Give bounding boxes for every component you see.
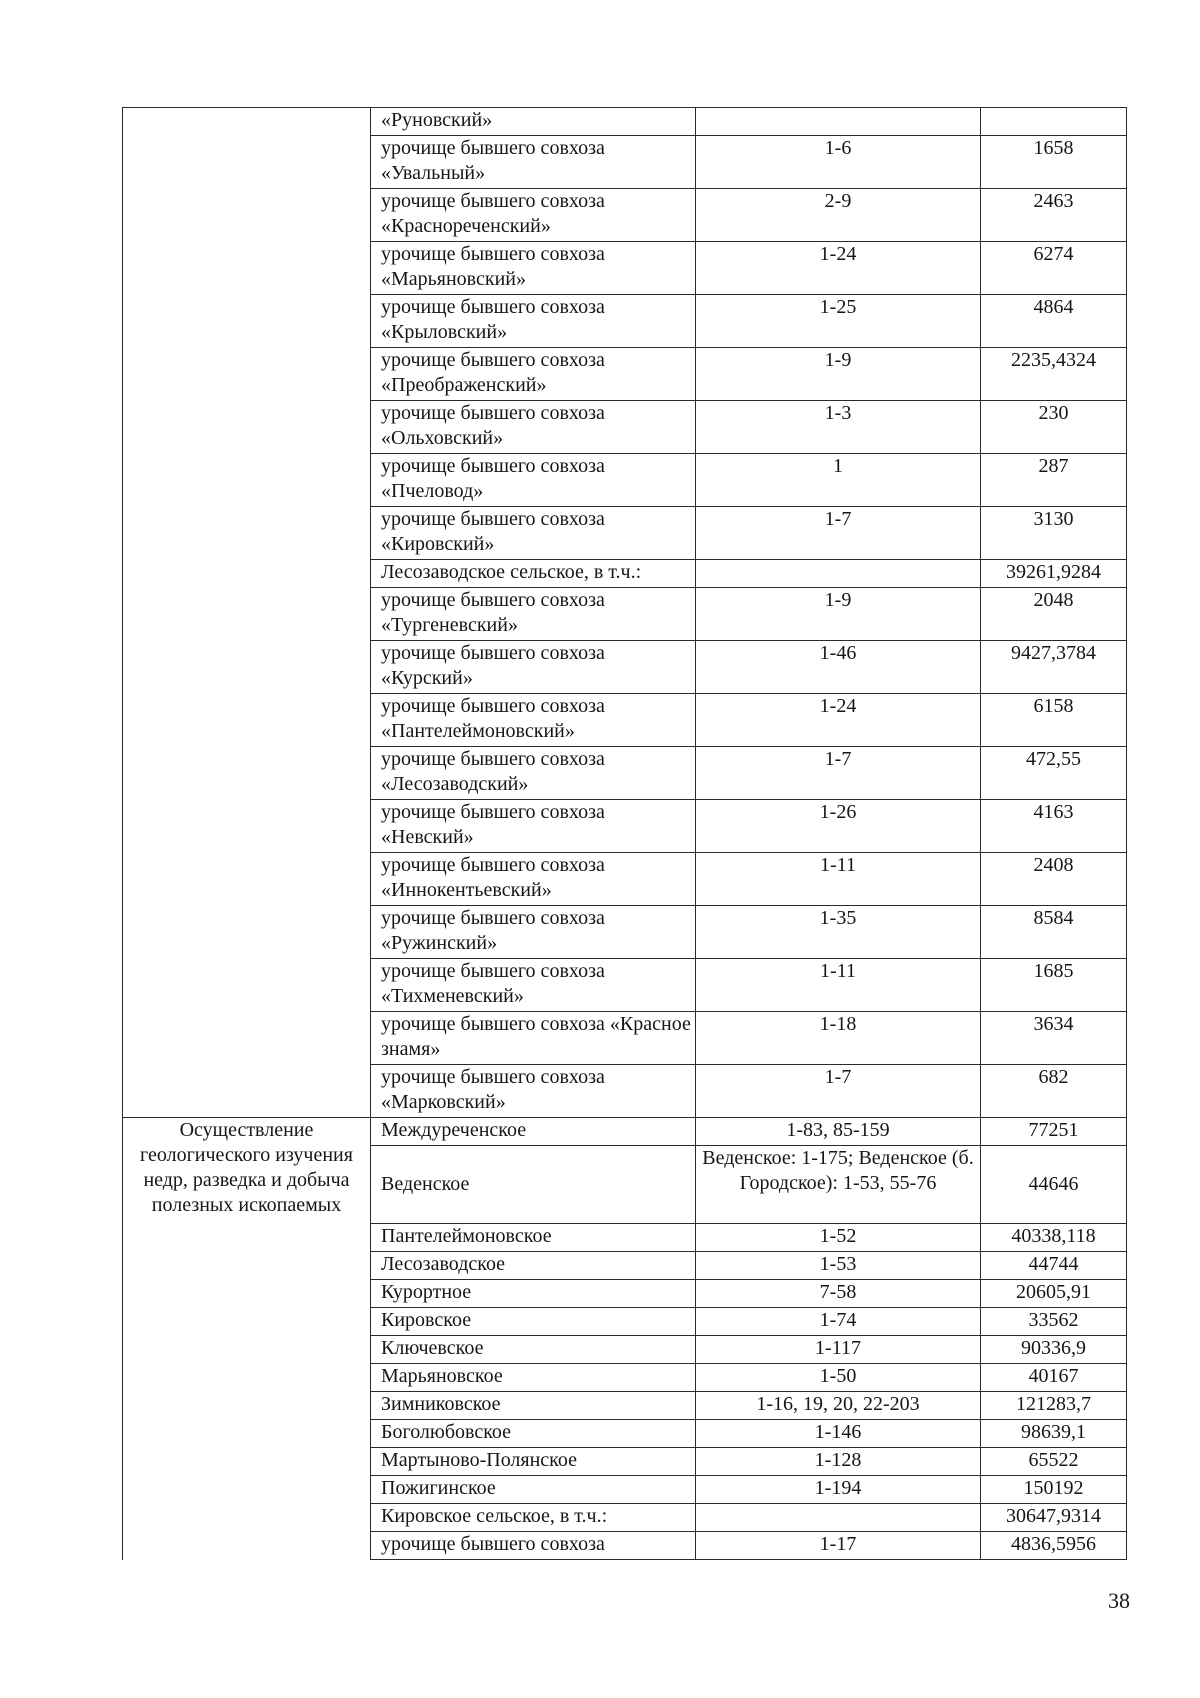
quarter-numbers-cell: 1-7 bbox=[696, 1065, 981, 1118]
table-body bbox=[123, 108, 1127, 1560]
quarter-numbers-cell: 2-9 bbox=[696, 189, 981, 242]
quarter-numbers-cell: 1-83, 85-159 bbox=[696, 1118, 981, 1146]
locality-cell: урочище бывшего совхоза «Пантелеймоновский» bbox=[371, 694, 696, 747]
quarter-numbers-cell: 1-46 bbox=[696, 641, 981, 694]
locality-cell: урочище бывшего совхоза «Иннокентьевский» bbox=[371, 853, 696, 906]
locality-cell: урочище бывшего совхоза «Лесозаводский» bbox=[371, 747, 696, 800]
locality-cell: урочище бывшего совхоза «Увальный» bbox=[371, 136, 696, 189]
area-cell: 44646 bbox=[981, 1146, 1127, 1224]
quarter-numbers-cell: Веденское: 1-175; Веденское (б. Городское): 1-53, 55-76 bbox=[696, 1146, 981, 1224]
locality-cell: урочище бывшего совхоза «Ружинский» bbox=[371, 906, 696, 959]
land-plots-table bbox=[122, 107, 1127, 1560]
quarter-numbers-cell: 1-26 bbox=[696, 800, 981, 853]
area-cell: 33562 bbox=[981, 1308, 1127, 1336]
area-cell: 4163 bbox=[981, 800, 1127, 853]
area-cell: 90336,9 bbox=[981, 1336, 1127, 1364]
quarter-numbers-cell: 1-9 bbox=[696, 588, 981, 641]
locality-cell: урочище бывшего совхоза «Пчеловод» bbox=[371, 454, 696, 507]
quarter-numbers-cell: 1-16, 19, 20, 22-203 bbox=[696, 1392, 981, 1420]
quarter-numbers-cell: 1-3 bbox=[696, 401, 981, 454]
table-row bbox=[123, 1118, 1127, 1146]
locality-cell: Кировское сельское, в т.ч.: bbox=[371, 1504, 696, 1532]
purpose-cell bbox=[123, 108, 371, 1118]
locality-cell: урочище бывшего совхоза «Кировский» bbox=[371, 507, 696, 560]
quarter-numbers-cell: 1-74 bbox=[696, 1308, 981, 1336]
locality-cell: «Руновский» bbox=[371, 108, 696, 136]
area-cell: 230 bbox=[981, 401, 1127, 454]
area-cell: 40338,118 bbox=[981, 1224, 1127, 1252]
quarter-numbers-cell: 1-128 bbox=[696, 1448, 981, 1476]
area-cell: 150192 bbox=[981, 1476, 1127, 1504]
locality-cell: Пожигинское bbox=[371, 1476, 696, 1504]
locality-cell: урочище бывшего совхоза «Курский» bbox=[371, 641, 696, 694]
quarter-numbers-cell: 1-17 bbox=[696, 1532, 981, 1560]
locality-cell: Зимниковское bbox=[371, 1392, 696, 1420]
quarter-numbers-cell: 1-18 bbox=[696, 1012, 981, 1065]
locality-cell: Междуреченское bbox=[371, 1118, 696, 1146]
area-cell: 1658 bbox=[981, 136, 1127, 189]
locality-cell: Пантелеймоновское bbox=[371, 1224, 696, 1252]
locality-cell: урочище бывшего совхоза «Ольховский» bbox=[371, 401, 696, 454]
quarter-numbers-cell: 1-6 bbox=[696, 136, 981, 189]
quarter-numbers-cell: 1 bbox=[696, 454, 981, 507]
quarter-numbers-cell: 1-11 bbox=[696, 959, 981, 1012]
locality-cell: урочище бывшего совхоза «Марьяновский» bbox=[371, 242, 696, 295]
quarter-numbers-cell: 1-194 bbox=[696, 1476, 981, 1504]
quarter-numbers-cell: 1-35 bbox=[696, 906, 981, 959]
locality-cell: Лесозаводское сельское, в т.ч.: bbox=[371, 560, 696, 588]
locality-cell: урочище бывшего совхоза bbox=[371, 1532, 696, 1560]
locality-cell: урочище бывшего совхоза «Крыловский» bbox=[371, 295, 696, 348]
locality-cell: Ключевское bbox=[371, 1336, 696, 1364]
area-cell: 2408 bbox=[981, 853, 1127, 906]
quarter-numbers-cell: 7-58 bbox=[696, 1280, 981, 1308]
quarter-numbers-cell: 1-52 bbox=[696, 1224, 981, 1252]
quarter-numbers-cell: 1-24 bbox=[696, 242, 981, 295]
area-cell: 2048 bbox=[981, 588, 1127, 641]
area-cell: 6274 bbox=[981, 242, 1127, 295]
area-cell: 2463 bbox=[981, 189, 1127, 242]
area-cell: 4864 bbox=[981, 295, 1127, 348]
locality-cell: Мартыново-Полянское bbox=[371, 1448, 696, 1476]
purpose-cell: Осуществление геологического изучения недр, разведка и добыча полезных ископаемых bbox=[123, 1118, 371, 1560]
area-cell: 9427,3784 bbox=[981, 641, 1127, 694]
locality-cell: Кировское bbox=[371, 1308, 696, 1336]
quarter-numbers-cell bbox=[696, 108, 981, 136]
quarter-numbers-cell: 1-7 bbox=[696, 507, 981, 560]
quarter-numbers-cell: 1-117 bbox=[696, 1336, 981, 1364]
area-cell: 20605,91 bbox=[981, 1280, 1127, 1308]
locality-cell: Веденское bbox=[371, 1146, 696, 1224]
quarter-numbers-cell: 1-146 bbox=[696, 1420, 981, 1448]
area-cell: 682 bbox=[981, 1065, 1127, 1118]
area-cell: 3634 bbox=[981, 1012, 1127, 1065]
quarter-numbers-cell: 1-25 bbox=[696, 295, 981, 348]
quarter-numbers-cell: 1-53 bbox=[696, 1252, 981, 1280]
quarter-numbers-cell bbox=[696, 560, 981, 588]
area-cell: 98639,1 bbox=[981, 1420, 1127, 1448]
locality-cell: урочище бывшего совхоза «Невский» bbox=[371, 800, 696, 853]
area-cell: 1685 bbox=[981, 959, 1127, 1012]
quarter-numbers-cell: 1-11 bbox=[696, 853, 981, 906]
area-cell bbox=[981, 108, 1127, 136]
area-cell: 39261,9284 bbox=[981, 560, 1127, 588]
area-cell: 6158 bbox=[981, 694, 1127, 747]
locality-cell: Лесозаводское bbox=[371, 1252, 696, 1280]
table-row bbox=[123, 108, 1127, 136]
locality-cell: Боголюбовское bbox=[371, 1420, 696, 1448]
page-number: 38 bbox=[1108, 1588, 1130, 1613]
area-cell: 30647,9314 bbox=[981, 1504, 1127, 1532]
area-cell: 2235,4324 bbox=[981, 348, 1127, 401]
locality-cell: урочище бывшего совхоза «Тихменевский» bbox=[371, 959, 696, 1012]
quarter-numbers-cell: 1-50 bbox=[696, 1364, 981, 1392]
locality-cell: урочище бывшего совхоза «Краснореченский» bbox=[371, 189, 696, 242]
area-cell: 472,55 bbox=[981, 747, 1127, 800]
area-cell: 77251 bbox=[981, 1118, 1127, 1146]
area-cell: 287 bbox=[981, 454, 1127, 507]
locality-cell: урочище бывшего совхоза «Тургеневский» bbox=[371, 588, 696, 641]
locality-cell: Курортное bbox=[371, 1280, 696, 1308]
locality-cell: урочище бывшего совхоза «Марковский» bbox=[371, 1065, 696, 1118]
area-cell: 8584 bbox=[981, 906, 1127, 959]
quarter-numbers-cell: 1-24 bbox=[696, 694, 981, 747]
area-cell: 44744 bbox=[981, 1252, 1127, 1280]
quarter-numbers-cell: 1-7 bbox=[696, 747, 981, 800]
area-cell: 40167 bbox=[981, 1364, 1127, 1392]
area-cell: 65522 bbox=[981, 1448, 1127, 1476]
quarter-numbers-cell bbox=[696, 1504, 981, 1532]
area-cell: 3130 bbox=[981, 507, 1127, 560]
locality-cell: урочище бывшего совхоза «Преображенский» bbox=[371, 348, 696, 401]
area-cell: 4836,5956 bbox=[981, 1532, 1127, 1560]
locality-cell: урочище бывшего совхоза «Красное знамя» bbox=[371, 1012, 696, 1065]
locality-cell: Марьяновское bbox=[371, 1364, 696, 1392]
quarter-numbers-cell: 1-9 bbox=[696, 348, 981, 401]
area-cell: 121283,7 bbox=[981, 1392, 1127, 1420]
